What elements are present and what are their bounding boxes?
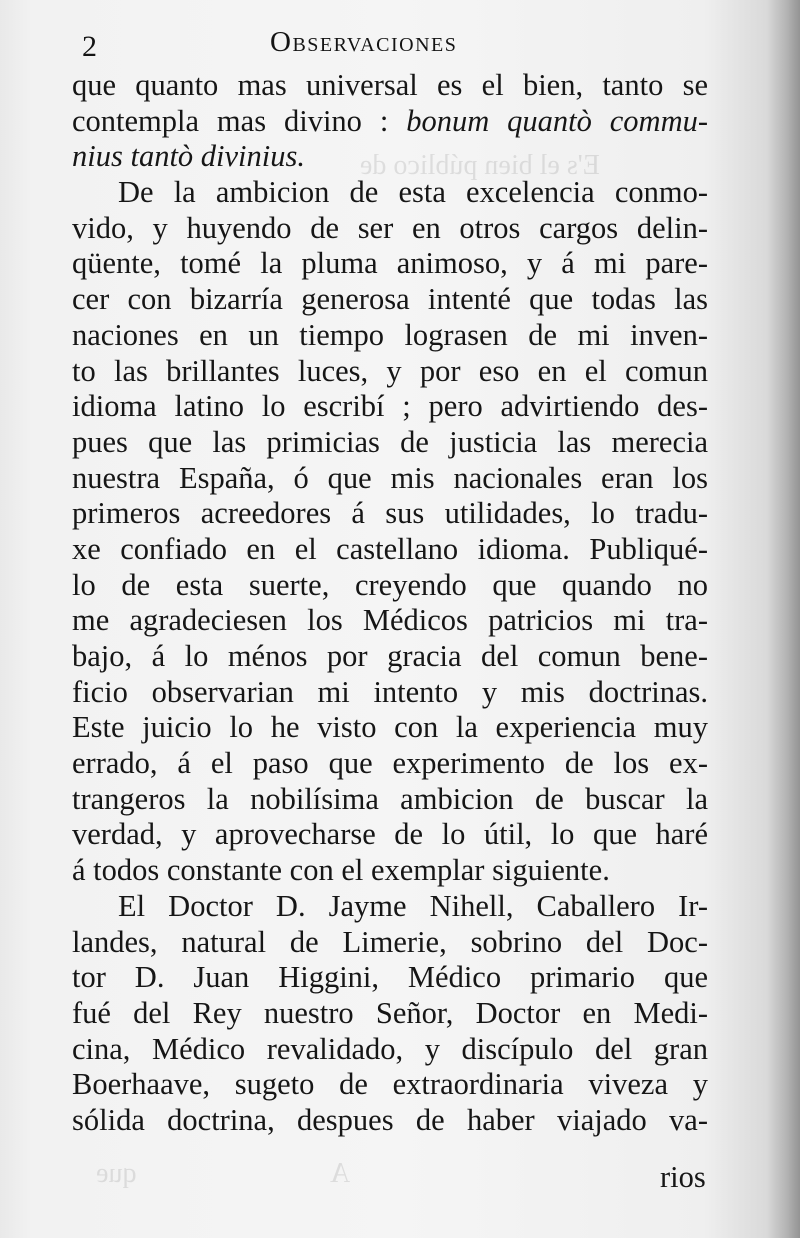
text-line: trangeros la nobilísima ambicion de buscar la xyxy=(72,781,708,816)
paragraph-start: El Doctor D. Jayme Nihell, Caballero Ir- xyxy=(118,888,708,923)
show-through-text: E's el bien público de xyxy=(360,150,600,181)
text-line: vido, y huyendo de ser en otros cargos delin- xyxy=(72,210,708,245)
text-line-roman: contempla mas divino : xyxy=(72,103,389,138)
text-line: lo de esta suerte, creyendo que quando no xyxy=(72,567,708,602)
text-line: Boerhaave, sugeto de extraordinaria viveza y xyxy=(72,1067,708,1102)
text-line: verdad, y aprovecharse de lo útil, lo que haré xyxy=(72,817,708,852)
text-line: xe confiado en el castellano idioma. Publiqué- xyxy=(72,531,708,566)
text-line: tor D. Juan Higgini, Médico primario que xyxy=(72,960,708,995)
page-header xyxy=(80,20,700,63)
text-line: landes, natural de Limerie, sobrino del Doc- xyxy=(72,924,708,959)
text-line: que quanto mas universal es el bien, tanto se xyxy=(72,68,708,102)
text-line: ficio observarian mi intento y mis doctrinas. xyxy=(72,674,708,709)
page-number: 2 xyxy=(82,30,97,63)
text-line: Este juicio lo he visto con la experiencia muy xyxy=(72,710,708,745)
text-line: primeros acreedores á sus utilidades, lo tradu- xyxy=(72,496,708,531)
text-line: cer con bizarría generosa intenté que todas las xyxy=(72,282,708,317)
text-line xyxy=(72,104,708,140)
paragraph-end: á todos constante con el exemplar siguiente. xyxy=(72,853,610,888)
latin-quote: bonum quantò commu- xyxy=(406,103,709,138)
show-through-catchword: que xyxy=(96,1158,137,1189)
text-line: fué del Rey nuestro Señor, Doctor en Medi- xyxy=(72,995,708,1030)
text-line: cina, Médico revalidado, y discípulo del gran xyxy=(72,1031,708,1066)
page-gutter-shadow xyxy=(766,0,800,1238)
text-line: sólida doctrina, despues de haber viajado va- xyxy=(72,1102,708,1137)
text-line: idioma latino lo escribí ; pero advirtiendo des- xyxy=(72,389,708,424)
text-line: nuestra España, ó que mis nacionales eran los xyxy=(72,460,708,495)
text-line: me agradeciesen los Médicos patricios mi tra- xyxy=(72,603,708,638)
text-line: qüente, tomé la pluma animoso, y á mi pare- xyxy=(72,246,708,281)
text-line: to las brillantes luces, y por eso en el comun xyxy=(72,353,708,388)
latin-quote-end: nius tantò divinius. xyxy=(72,139,305,174)
text-line: naciones en un tiempo lograsen de mi inven- xyxy=(72,317,708,352)
show-through-signature: A xyxy=(330,1158,351,1189)
paragraph-start: De la ambicion de esta excelencia conmo- xyxy=(118,175,708,210)
text-line: errado, á el paso que experimento de los ex- xyxy=(72,746,708,781)
running-head: Observaciones xyxy=(270,26,458,58)
text-line: pues que las primicias de justicia las merecia xyxy=(72,424,708,459)
body-text xyxy=(72,68,708,1139)
text-line: bajo, á lo ménos por gracia del comun bene- xyxy=(72,639,708,673)
catchword: rios xyxy=(660,1160,706,1194)
